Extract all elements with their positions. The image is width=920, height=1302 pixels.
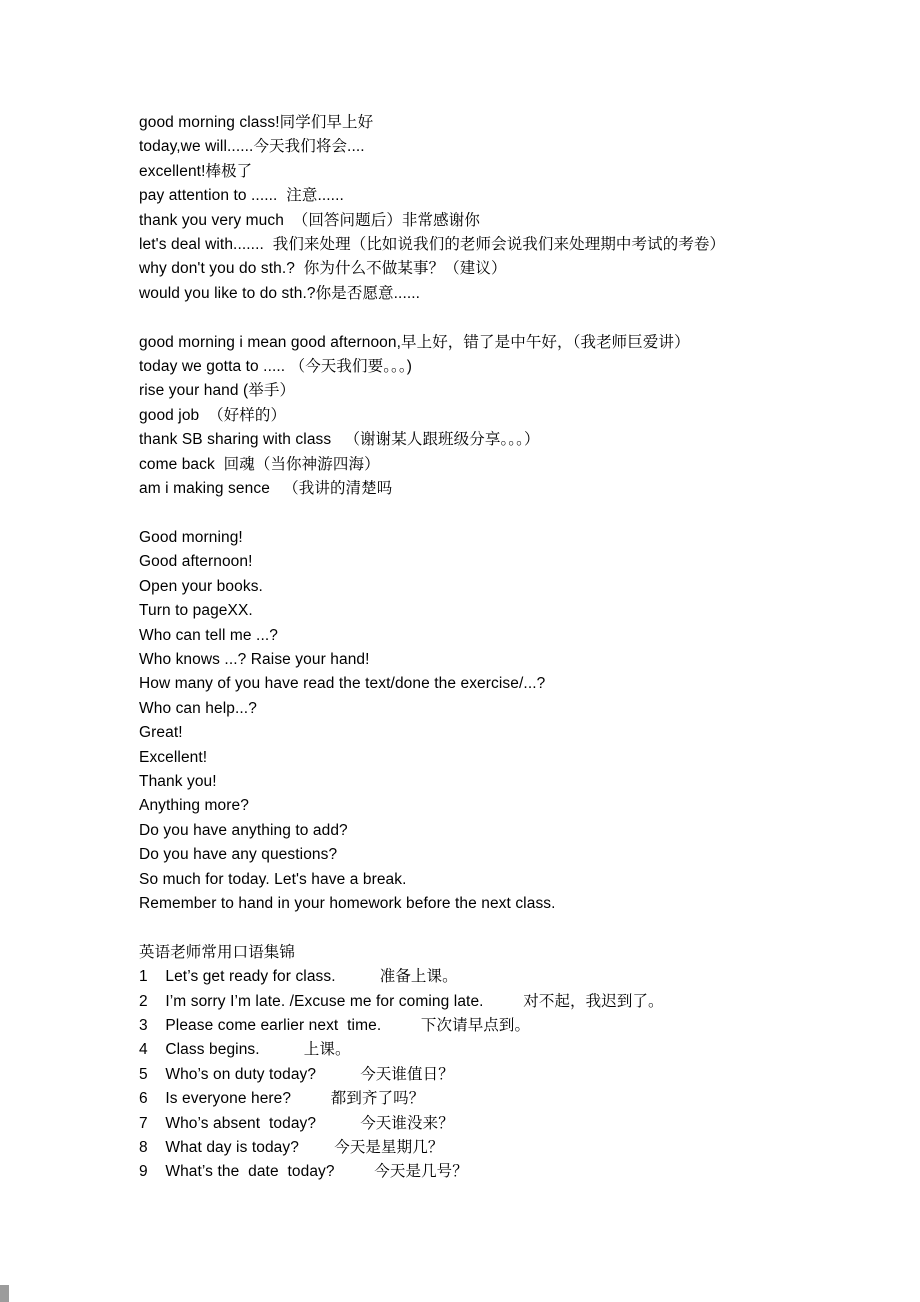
text-line: Great!: [139, 724, 183, 742]
text-section-2: [139, 331, 870, 502]
text-line: let's deal with....... 我们来处理（比如说我们的老师会说我们来处理期中考试的考卷）: [139, 236, 726, 254]
text-line: Anything more?: [139, 797, 249, 815]
text-line: Excellent!: [139, 748, 208, 766]
text-line: good morning i mean good afternoon,早上好，错了是中午好，（我老师巨爱讲）: [139, 333, 690, 351]
text-line: Who knows ...? Raise your hand!: [139, 650, 370, 668]
text-line: Open your books.: [139, 577, 263, 595]
text-line: why don't you do sth.? 你为什么不做某事？（建议）: [139, 260, 507, 278]
text-line: come back 回魂（当你神游四海）: [139, 455, 380, 473]
text-line: 3 Please come earlier next time. 下次请早点到。: [139, 1016, 531, 1034]
text-line: good morning class!同学们早上好: [139, 114, 374, 131]
text-line: thank you very much （回答问题后）非常感谢你: [139, 211, 480, 229]
text-line: 7 Who’s absent today? 今天谁没来？: [139, 1114, 454, 1132]
text-line: 9 What’s the date today? 今天是几号？: [139, 1163, 468, 1181]
text-line: 6 Is everyone here? 都到齐了吗？: [139, 1090, 425, 1108]
text-line: am i making sence （我讲的清楚吗: [139, 480, 393, 498]
text-line: 英语老师常用口语集锦: [139, 943, 296, 961]
text-line: Do you have anything to add?: [139, 821, 348, 839]
text-line: good job （好样的）: [139, 406, 287, 424]
text-line: would you like to do sth.?你是否愿意......: [139, 284, 421, 302]
text-line: Good morning!: [139, 528, 243, 546]
text-section-3: [139, 526, 870, 917]
text-line: Turn to pageXX.: [139, 602, 253, 620]
text-line: rise your hand (举手）: [139, 382, 296, 400]
text-line: today,we will......今天我们将会....: [139, 138, 365, 156]
page-corner-artifact: [0, 1285, 9, 1302]
text-line: 4 Class begins. 上课。: [139, 1041, 351, 1059]
text-line: 5 Who’s on duty today? 今天谁值日？: [139, 1065, 454, 1083]
text-line: Good afternoon!: [139, 553, 253, 571]
text-section-4: [139, 941, 870, 1185]
text-line: 8 What day is today? 今天是星期几？: [139, 1139, 444, 1157]
document-content: [139, 111, 870, 1185]
text-line: Who can help...?: [139, 699, 257, 717]
text-line: Who can tell me ...?: [139, 626, 278, 644]
text-line: pay attention to ...... 注意......: [139, 187, 344, 205]
text-line: Do you have any questions?: [139, 846, 338, 864]
text-line: Thank you!: [139, 772, 217, 790]
text-line: excellent!棒极了: [139, 162, 253, 180]
text-line: How many of you have read the text/done the exercise/...?: [139, 675, 546, 693]
text-line: thank SB sharing with class （谢谢某人跟班级分享。。。）: [139, 431, 540, 449]
text-line: So much for today. Let's have a break.: [139, 870, 407, 888]
text-line: 1 Let’s get ready for class. 准备上课。: [139, 968, 458, 986]
text-line: Remember to hand in your homework before the next class.: [139, 894, 556, 912]
text-section-1: [139, 111, 870, 306]
text-line: today we gotta to ..... （今天我们要。。。): [139, 358, 413, 376]
text-line: 2 I’m sorry I’m late. /Excuse me for coming late. 对不起，我迟到了。: [139, 992, 664, 1010]
